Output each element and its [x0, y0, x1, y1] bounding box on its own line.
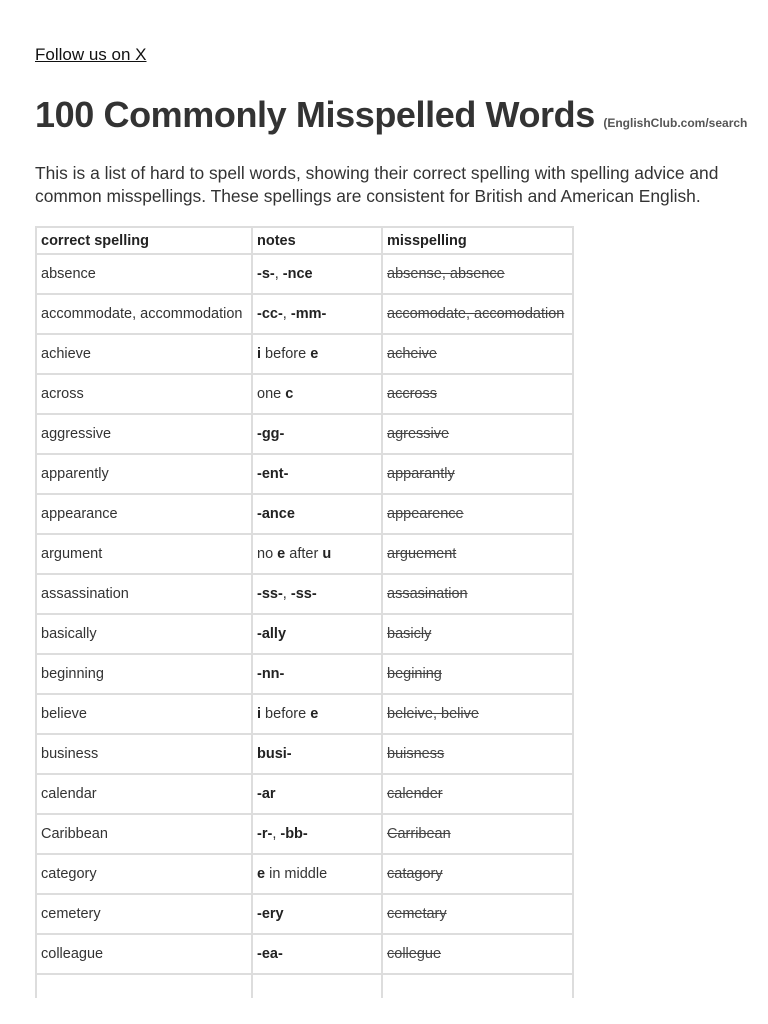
notes-emphasis: -ent-: [257, 466, 289, 482]
notes-cell: [252, 454, 382, 494]
notes-emphasis: busi-: [257, 746, 292, 762]
correct-spelling-cell: achieve: [36, 334, 252, 374]
notes-emphasis: -ss-: [257, 586, 283, 602]
table-row: [36, 494, 573, 534]
correct-spelling-cell: basically: [36, 614, 252, 654]
notes-emphasis: -ea-: [257, 946, 283, 962]
correct-spelling-cell: calendar: [36, 774, 252, 814]
correct-spelling-cell: colleague: [36, 934, 252, 974]
correct-spelling-cell: [36, 974, 252, 998]
notes-emphasis: -nn-: [257, 666, 285, 682]
title-row: [35, 94, 768, 136]
correct-spelling-cell: Caribbean: [36, 814, 252, 854]
header-misspelling: misspelling: [382, 227, 573, 254]
notes-cell: [252, 654, 382, 694]
table-row: [36, 934, 573, 974]
notes-text: ,: [272, 826, 281, 842]
misspelling-cell: agressive: [382, 414, 573, 454]
correct-spelling-cell: business: [36, 734, 252, 774]
notes-cell: [252, 694, 382, 734]
correct-spelling-cell: across: [36, 374, 252, 414]
notes-emphasis: e: [310, 346, 319, 362]
notes-text: ,: [282, 586, 291, 602]
table-row: [36, 414, 573, 454]
misspelling-cell: arguement: [382, 534, 573, 574]
table-row: [36, 894, 573, 934]
correct-spelling-cell: aggressive: [36, 414, 252, 454]
table-row: [36, 574, 573, 614]
table-row: [36, 374, 573, 414]
header-notes: notes: [252, 227, 382, 254]
notes-emphasis: -mm-: [290, 306, 327, 322]
notes-emphasis: -cc-: [257, 306, 283, 322]
notes-emphasis: -gg-: [257, 426, 285, 442]
notes-emphasis: -s-: [257, 266, 275, 282]
notes-text: in middle: [265, 866, 328, 882]
notes-cell: [252, 494, 382, 534]
notes-cell: [252, 574, 382, 614]
notes-cell: [252, 734, 382, 774]
table-row: [36, 334, 573, 374]
correct-spelling-cell: appearance: [36, 494, 252, 534]
correct-spelling-cell: accommodate, accommodation: [36, 294, 252, 334]
misspelling-cell: accross: [382, 374, 573, 414]
correct-spelling-cell: assassination: [36, 574, 252, 614]
notes-cell: [252, 254, 382, 294]
table-header-row: [36, 227, 573, 254]
table-row: [36, 254, 573, 294]
misspelling-cell: absense, absence: [382, 254, 573, 294]
notes-text: after: [285, 546, 323, 562]
notes-emphasis: u: [322, 546, 332, 562]
table-row: [36, 974, 573, 998]
table-row: [36, 854, 573, 894]
table-container: [35, 226, 574, 998]
notes-cell: [252, 774, 382, 814]
misspelling-cell: assasination: [382, 574, 573, 614]
notes-cell: [252, 894, 382, 934]
page-title: 100 Commonly Misspelled Words: [35, 94, 595, 135]
table-row: [36, 734, 573, 774]
header-correct-spelling: correct spelling: [36, 227, 252, 254]
notes-emphasis: -ar: [257, 786, 276, 802]
notes-cell: [252, 374, 382, 414]
notes-text: ,: [274, 266, 283, 282]
notes-cell: [252, 854, 382, 894]
notes-emphasis: -nce: [282, 266, 313, 282]
misspelling-cell: apparantly: [382, 454, 573, 494]
notes-cell: [252, 294, 382, 334]
correct-spelling-cell: absence: [36, 254, 252, 294]
misspelling-cell: begining: [382, 654, 573, 694]
notes-emphasis: i: [257, 706, 262, 722]
notes-emphasis: i: [257, 346, 262, 362]
notes-emphasis: -ss-: [290, 586, 317, 602]
notes-text: no: [257, 546, 278, 562]
notes-cell: [252, 974, 382, 998]
notes-emphasis: e: [257, 866, 266, 882]
misspelling-cell: beleive, belive: [382, 694, 573, 734]
table-row: [36, 454, 573, 494]
misspelling-cell: catagory: [382, 854, 573, 894]
misspelling-cell: cemetary: [382, 894, 573, 934]
notes-text: one: [257, 386, 286, 402]
correct-spelling-cell: category: [36, 854, 252, 894]
correct-spelling-cell: apparently: [36, 454, 252, 494]
misspelling-cell: calender: [382, 774, 573, 814]
notes-emphasis: e: [310, 706, 319, 722]
misspelling-cell: basicly: [382, 614, 573, 654]
table-row: [36, 534, 573, 574]
notes-emphasis: -ery: [257, 906, 284, 922]
notes-emphasis: c: [285, 386, 294, 402]
notes-emphasis: -r-: [257, 826, 273, 842]
misspelling-cell: appearence: [382, 494, 573, 534]
misspelling-cell: acheive: [382, 334, 573, 374]
table-row: [36, 614, 573, 654]
notes-emphasis: -bb-: [280, 826, 308, 842]
notes-cell: [252, 334, 382, 374]
correct-spelling-cell: beginning: [36, 654, 252, 694]
misspelling-cell: Carribean: [382, 814, 573, 854]
misspelling-cell: [382, 974, 573, 998]
table-row: [36, 774, 573, 814]
misspelling-cell: collegue: [382, 934, 573, 974]
notes-text: ,: [282, 306, 291, 322]
table-row: [36, 814, 573, 854]
table-row: [36, 294, 573, 334]
table-row: [36, 654, 573, 694]
intro-paragraph: This is a list of hard to spell words, showing their correct spelling with spelling advice and common misspellings. These spellings are consistent for British and American English.: [35, 163, 719, 206]
notes-cell: [252, 534, 382, 574]
misspelling-cell: buisness: [382, 734, 573, 774]
source-note: (EnglishClub.com/search: [603, 116, 748, 130]
notes-emphasis: e: [277, 546, 286, 562]
notes-cell: [252, 814, 382, 854]
follow-us-link[interactable]: Follow us on X: [35, 45, 147, 64]
correct-spelling-cell: believe: [36, 694, 252, 734]
misspelled-words-table: [35, 226, 574, 998]
correct-spelling-cell: cemetery: [36, 894, 252, 934]
notes-cell: [252, 414, 382, 454]
notes-text: before: [261, 346, 311, 362]
notes-text: before: [261, 706, 311, 722]
table-body: [36, 254, 573, 998]
notes-emphasis: -ance: [257, 506, 295, 522]
misspelling-cell: accomodate, accomodation: [382, 294, 573, 334]
correct-spelling-cell: argument: [36, 534, 252, 574]
table-row: [36, 694, 573, 734]
notes-emphasis: -ally: [257, 626, 287, 642]
notes-cell: [252, 614, 382, 654]
notes-cell: [252, 934, 382, 974]
